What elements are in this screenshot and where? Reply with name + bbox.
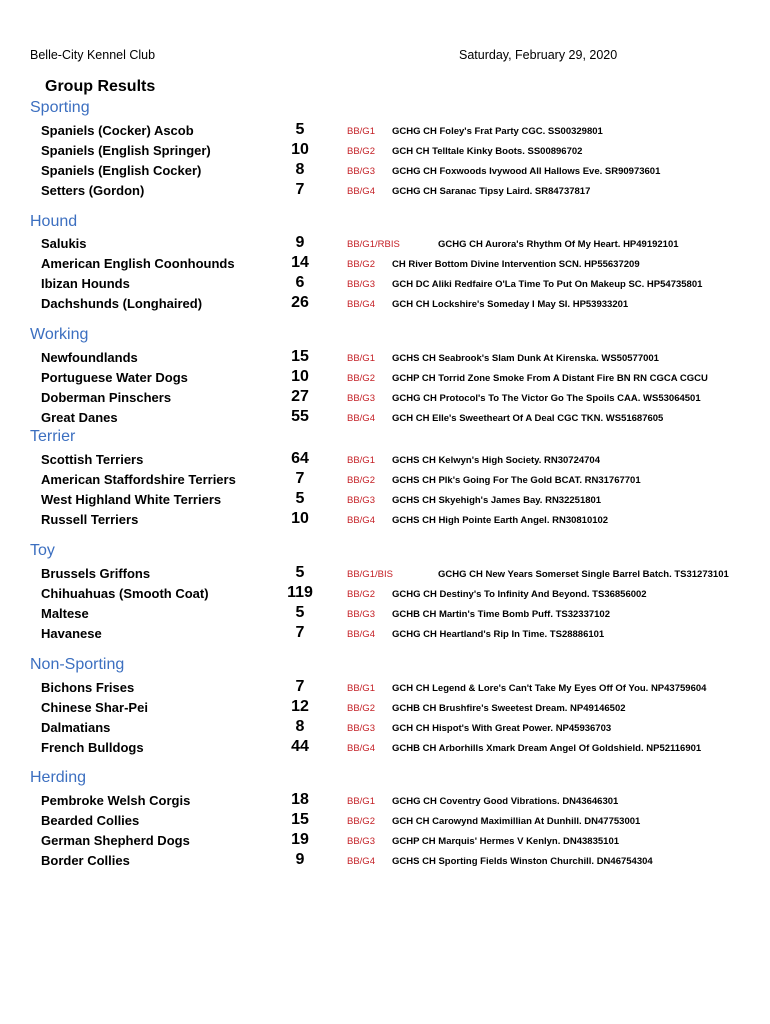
winning-dog: GCHG CH Foley's Frat Party CGC. SS00329801 <box>392 126 603 137</box>
group-heading: Working <box>30 326 89 343</box>
award-placement: BB/G3 <box>347 393 375 404</box>
winning-dog: GCH CH Elle's Sweetheart Of A Deal CGC TKN. WS51687605 <box>392 413 664 424</box>
award-placement: BB/G4 <box>347 413 375 424</box>
breed-name: Border Collies <box>41 853 130 868</box>
entry-count: 5 <box>295 490 305 507</box>
award-placement: BB/G3 <box>347 166 375 177</box>
award-placement: BB/G4 <box>347 299 375 310</box>
award-placement: BB/G4 <box>347 856 375 867</box>
award-placement: BB/G2 <box>347 816 375 827</box>
result-row <box>0 624 770 644</box>
entry-count: 26 <box>291 294 309 311</box>
breed-name: Dalmatians <box>41 720 111 735</box>
breed-name: Brussels Griffons <box>41 566 151 581</box>
result-row <box>0 791 770 811</box>
entry-count: 9 <box>295 234 305 251</box>
award-placement: BB/G4 <box>347 629 375 640</box>
result-row <box>0 678 770 698</box>
breed-name: French Bulldogs <box>41 740 144 755</box>
winning-dog: GCH DC Aliki Redfaire O'La Time To Put On Makeup SC. HP54735801 <box>392 279 703 290</box>
breed-name: German Shepherd Dogs <box>41 833 190 848</box>
breed-name: Doberman Pinschers <box>41 390 172 405</box>
breed-name: Setters (Gordon) <box>41 183 145 198</box>
entry-count: 8 <box>295 718 305 735</box>
award-placement: BB/G3 <box>347 495 375 506</box>
entry-count: 10 <box>291 141 309 158</box>
award-placement: BB/G3 <box>347 836 375 847</box>
entry-count: 6 <box>295 274 305 291</box>
winning-dog: GCHP CH Torrid Zone Smoke From A Distant Fire BN RN CGCA CGCU <box>392 373 708 384</box>
result-row <box>0 510 770 530</box>
page-title: Group Results <box>45 78 156 95</box>
breed-name: Spaniels (English Springer) <box>41 143 211 158</box>
award-placement: BB/G1 <box>347 683 375 694</box>
breed-name: Bearded Collies <box>41 813 140 828</box>
award-placement: BB/G4 <box>347 743 375 754</box>
breed-name: Havanese <box>41 626 102 641</box>
winning-dog: GCHS CH High Pointe Earth Angel. RN30810102 <box>392 515 609 526</box>
entry-count: 7 <box>295 624 305 641</box>
entry-count: 44 <box>291 738 309 755</box>
winning-dog: GCHP CH Marquis' Hermes V Kenlyn. DN43835101 <box>392 836 620 847</box>
breed-name: Chihuahuas (Smooth Coat) <box>41 586 209 601</box>
breed-name: Salukis <box>41 236 87 251</box>
award-placement: BB/G1/RBIS <box>347 239 400 250</box>
result-row <box>0 408 770 428</box>
entry-count: 19 <box>291 831 309 848</box>
result-row <box>0 348 770 368</box>
award-placement: BB/G4 <box>347 515 375 526</box>
group-heading: Sporting <box>30 99 90 116</box>
entry-count: 8 <box>295 161 305 178</box>
winning-dog: GCHS CH Skyehigh's James Bay. RN32251801 <box>392 495 602 506</box>
result-row <box>0 294 770 314</box>
group-heading: Non-Sporting <box>30 656 125 673</box>
winning-dog: GCH CH Telltale Kinky Boots. SS00896702 <box>392 146 583 157</box>
winning-dog: GCH CH Hispot's With Great Power. NP45936703 <box>392 723 612 734</box>
breed-name: Maltese <box>41 606 89 621</box>
entry-count: 5 <box>295 564 305 581</box>
winning-dog: GCHG CH Aurora's Rhythm Of My Heart. HP49192101 <box>438 239 679 250</box>
award-placement: BB/G1 <box>347 455 375 466</box>
winning-dog: GCHB CH Martin's Time Bomb Puff. TS32337102 <box>392 609 610 620</box>
event-date: Saturday, February 29, 2020 <box>459 48 618 62</box>
entry-count: 18 <box>291 791 309 808</box>
breed-name: Newfoundlands <box>41 350 138 365</box>
award-placement: BB/G3 <box>347 279 375 290</box>
result-row <box>0 234 770 254</box>
breed-name: Great Danes <box>41 410 118 425</box>
group-heading: Hound <box>30 213 78 230</box>
award-placement: BB/G2 <box>347 259 375 270</box>
result-row <box>0 738 770 758</box>
winning-dog: GCHG CH Destiny's To Infinity And Beyond. TS36856002 <box>392 589 647 600</box>
result-row <box>0 121 770 141</box>
result-row <box>0 181 770 201</box>
group-heading: Toy <box>30 542 55 559</box>
result-row <box>0 470 770 490</box>
winning-dog: GCHS CH Seabrook's Slam Dunk At Kirenska. WS50577001 <box>392 353 659 364</box>
result-row <box>0 718 770 738</box>
winning-dog: GCH CH Lockshire's Someday I May SI. HP53933201 <box>392 299 629 310</box>
entry-count: 15 <box>291 811 309 828</box>
result-row <box>0 811 770 831</box>
result-row <box>0 564 770 584</box>
result-row <box>0 368 770 388</box>
entry-count: 27 <box>291 388 309 405</box>
award-placement: BB/G1 <box>347 353 375 364</box>
group-heading: Herding <box>30 769 87 786</box>
result-row <box>0 161 770 181</box>
result-row <box>0 698 770 718</box>
award-placement: BB/G3 <box>347 609 375 620</box>
winning-dog: GCHS CH Plk's Going For The Gold BCAT. RN31767701 <box>392 475 641 486</box>
winning-dog: GCHS CH Sporting Fields Winston Churchill. DN46754304 <box>392 856 653 867</box>
breed-name: Pembroke Welsh Corgis <box>41 793 191 808</box>
award-placement: BB/G2 <box>347 589 375 600</box>
award-placement: BB/G1 <box>347 796 375 807</box>
entry-count: 10 <box>291 510 309 527</box>
breed-name: Spaniels (English Cocker) <box>41 163 202 178</box>
result-row <box>0 388 770 408</box>
result-row <box>0 490 770 510</box>
breed-name: West Highland White Terriers <box>41 492 222 507</box>
result-row <box>0 450 770 470</box>
breed-name: Chinese Shar-Pei <box>41 700 148 715</box>
breed-name: Scottish Terriers <box>41 452 144 467</box>
breed-name: Russell Terriers <box>41 512 139 527</box>
breed-name: American Staffordshire Terriers <box>41 472 236 487</box>
entry-count: 12 <box>291 698 309 715</box>
result-row <box>0 604 770 624</box>
breed-name: Dachshunds (Longhaired) <box>41 296 203 311</box>
result-row <box>0 274 770 294</box>
winning-dog: CH River Bottom Divine Intervention SCN. HP55637209 <box>392 259 640 270</box>
entry-count: 64 <box>291 450 309 467</box>
result-row <box>0 254 770 274</box>
award-placement: BB/G3 <box>347 723 375 734</box>
breed-name: Ibizan Hounds <box>41 276 130 291</box>
award-placement: BB/G4 <box>347 186 375 197</box>
winning-dog: GCHG CH Heartland's Rip In Time. TS28886101 <box>392 629 605 640</box>
winning-dog: GCHG CH Saranac Tipsy Laird. SR84737817 <box>392 186 591 197</box>
entry-count: 5 <box>295 604 305 621</box>
entry-count: 7 <box>295 470 305 487</box>
club-name: Belle-City Kennel Club <box>30 48 156 62</box>
entry-count: 119 <box>287 584 313 601</box>
group-heading: Terrier <box>30 428 76 445</box>
winning-dog: GCHG CH Foxwoods Ivywood All Hallows Eve. SR90973601 <box>392 166 661 177</box>
winning-dog: GCHS CH Kelwyn's High Society. RN30724704 <box>392 455 600 466</box>
entry-count: 55 <box>291 408 309 425</box>
entry-count: 5 <box>295 121 305 138</box>
breed-name: Portuguese Water Dogs <box>41 370 188 385</box>
winning-dog: GCHG CH Coventry Good Vibrations. DN43646301 <box>392 796 619 807</box>
entry-count: 7 <box>295 678 305 695</box>
winning-dog: GCHG CH New Years Somerset Single Barrel Batch. TS31273101 <box>438 569 729 580</box>
winning-dog: GCHG CH Protocol's To The Victor Go The Spoils CAA. WS53064501 <box>392 393 701 404</box>
breed-name: Bichons Frises <box>41 680 135 695</box>
result-row <box>0 851 770 871</box>
award-placement: BB/G2 <box>347 475 375 486</box>
entry-count: 14 <box>291 254 309 271</box>
entry-count: 9 <box>295 851 305 868</box>
award-placement: BB/G1/BIS <box>347 569 393 580</box>
winning-dog: GCHB CH Arborhills Xmark Dream Angel Of Goldshield. NP52116901 <box>392 743 702 754</box>
winning-dog: GCH CH Carowynd Maximillian At Dunhill. DN47753001 <box>392 816 641 827</box>
entry-count: 7 <box>295 181 305 198</box>
award-placement: BB/G2 <box>347 703 375 714</box>
award-placement: BB/G2 <box>347 146 375 157</box>
result-row <box>0 584 770 604</box>
result-row <box>0 831 770 851</box>
entry-count: 15 <box>291 348 309 365</box>
winning-dog: GCH CH Legend & Lore's Can't Take My Eyes Off Of You. NP43759604 <box>392 683 707 694</box>
breed-name: Spaniels (Cocker) Ascob <box>41 123 194 138</box>
result-row <box>0 141 770 161</box>
entry-count: 10 <box>291 368 309 385</box>
breed-name: American English Coonhounds <box>41 256 235 271</box>
award-placement: BB/G2 <box>347 373 375 384</box>
winning-dog: GCHB CH Brushfire's Sweetest Dream. NP49146502 <box>392 703 626 714</box>
award-placement: BB/G1 <box>347 126 375 137</box>
